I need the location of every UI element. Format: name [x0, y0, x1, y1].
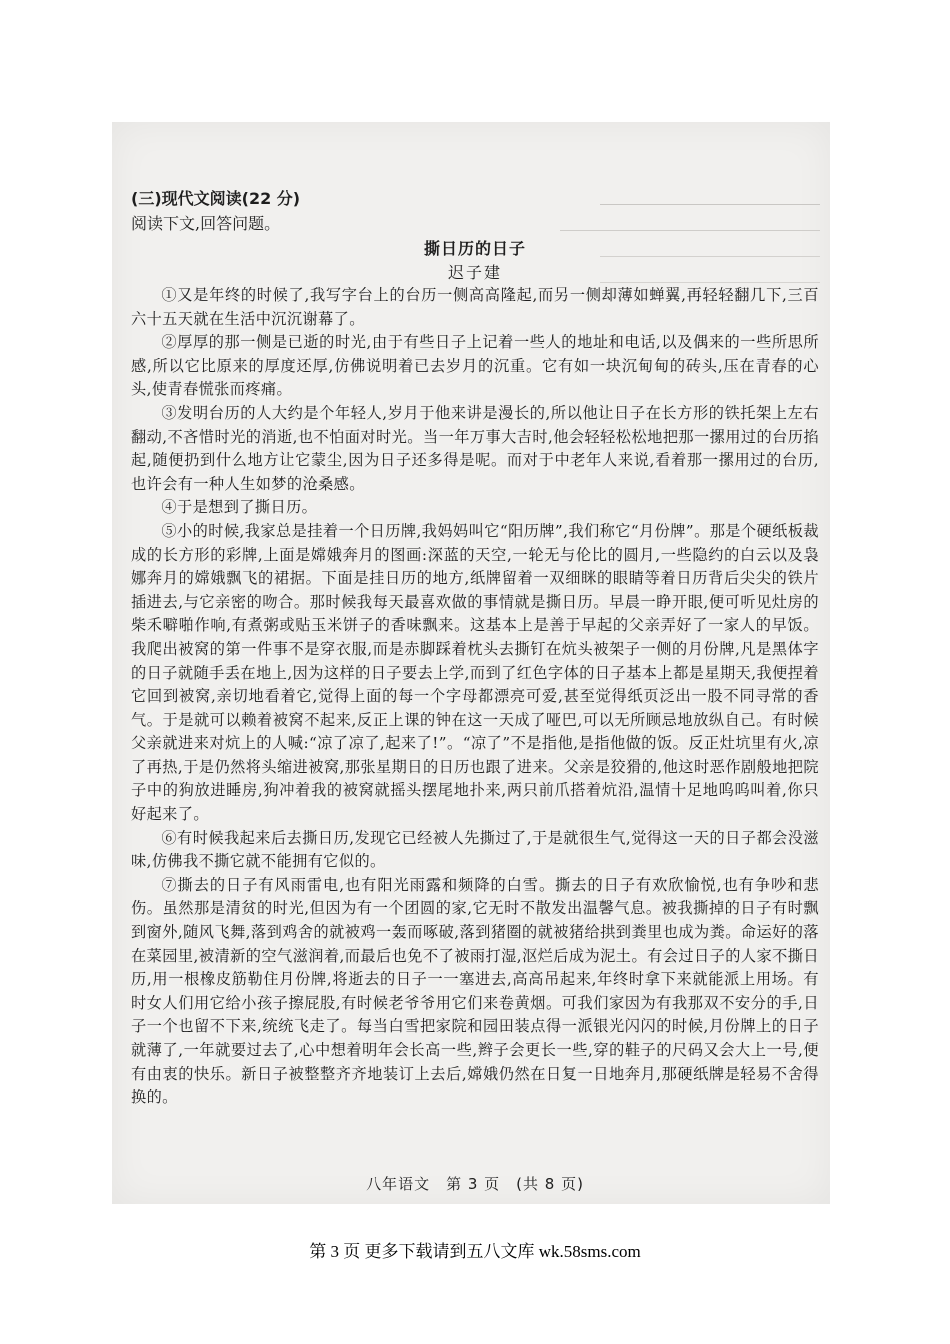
document-footer: 第 3 页 更多下载请到五八文库 wk.58sms.com	[309, 1242, 641, 1261]
paragraph-6: ⑥有时候我起来后去撕日历,发现它已经被人先撕过了,于是就很生气,觉得这一天的日子都会没滋味,仿佛我不撕它就不能拥有它似的。	[131, 828, 819, 871]
article-title: 撕日历的日子	[423, 239, 526, 258]
article-body	[131, 284, 819, 1110]
bleed-through-line	[600, 186, 820, 205]
exam-page-footer: 八年语文 第 3 页 (共 8 页)	[366, 1175, 584, 1193]
section-heading: (三)现代文阅读(22 分)	[131, 189, 301, 208]
paragraph-4: ④于是想到了撕日历。	[161, 498, 318, 517]
bleed-through-line	[560, 212, 820, 231]
reading-instruction: 阅读下文,回答问题。	[131, 214, 281, 233]
article-author: 迟子建	[447, 263, 502, 282]
paragraph-1: ①又是年终的时候了,我写字台上的台历一侧高高隆起,而另一侧却薄如蝉翼,再轻轻翻几下,三百六十五天就在生活中沉沉谢幕了。	[131, 286, 819, 328]
paragraph-5: ⑤小的时候,我家总是挂着一个日历牌,我妈妈叫它“阳历牌”,我们称它“月份牌”。那是个硬纸板裁成的长方形的彩牌,上面是嫦娥奔月的图画:深蓝的天空,一轮无与伦比的圆月,一些隐约的白云以及袅娜奔月的嫦娥飘飞的裙据。下面是挂日历的地方,纸牌留着一双细眯的眼睛等着日历背后尖尖的铁片插进去,与它亲密的吻合。那时候我每天最喜欢做的事情就是撕日历。早晨一睁开眼,便可听见灶房的柴禾噼啪作响,有煮粥或贴玉米饼子的香味飘来。这基本上是善于早起的父亲弄好了一家人的早饭。我爬出被窝的第一件事不是穿衣服,而是赤脚踩着枕头去撕钉在炕头被架子一侧的月份牌,凡是黑体字的日子就随手丢在地上,因为这样的日子要去上学,而到了红色字体的日子基本上都是星期天,我便捏着它回到被窝,亲切地看着它,觉得上面的每一个字母都漂亮可爱,甚至觉得纸页泛出一股不同寻常的香气。于是就可以赖着被窝不起来,反正上课的钟在这一天成了哑巴,可以无所顾忌地放纵自己。有时候父亲就进来对炕上的人喊:“凉了凉了,起来了!”。“凉了”不是指他,是指他做的饭。反正灶坑里有火,凉了再热,于是仍然将头缩进被窝,那张星期日的日历也跟了进来。父亲是狡猾的,他这时恶作剧般地把院子中的狗放进睡房,狗冲着我的被窝就摇头摆尾地扑来,两只前爪搭着炕沿,温情十足地呜呜叫着,你只好起来了。	[131, 521, 819, 824]
paragraph-7: ⑦撕去的日子有风雨雷电,也有阳光雨露和频降的白雪。撕去的日子有欢欣愉悦,也有争吵和悲伤。虽然那是清贫的时光,但因为有一个团圆的家,它无时不散发出温馨气息。被我撕掉的日子有时飘到窗外,随风飞舞,落到鸡舍的就被鸡一轰而啄破,落到猪圈的就被猪给拱到粪里也成为粪。命运好的落在菜园里,被清新的空气滋润着,而最后也免不了被雨打湿,沤烂后成为泥土。有会过日子的人家不撕日历,用一根橡皮筋勒住月份牌,将逝去的日子一一塞进去,高高吊起来,年终时拿下来就能派上用场。有时女人们用它给小孩子擦屁股,有时候老爷爷用它们来卷黄烟。可我们家因为有我那双不安分的手,日子一个也留不下来,统统飞走了。每当白雪把家院和园田装点得一派银光闪闪的时候,月份牌上的日子就薄了,一年就要过去了,心中想着明年会长高一些,辫子会更长一些,穿的鞋子的尺码又会大上一号,便有由衷的快乐。新日子被整整齐齐地装订上去后,嫦娥仍然在日复一日地奔月,那硬纸牌是轻易不舍得换的。	[131, 875, 819, 1107]
paragraph-3: ③发明台历的人大约是个年轻人,岁月于他来讲是漫长的,所以他让日子在长方形的铁托架上左右翻动,不吝惜时光的消逝,也不怕面对时光。当一年万事大吉时,他会轻轻松松地把那一摞用过的台历掐起,随便扔到什么地方让它蒙尘,因为日子还多得是呢。而对于中老年人来说,看着那一摞用过的台历,也许会有一种人生如梦的沧桑感。	[131, 403, 819, 493]
paragraph-2: ②厚厚的那一侧是已逝的时光,由于有些日子上记着一些人的地址和电话,以及偶来的一些所思所感,所以它比原来的厚度还厚,仿佛说明着已去岁月的沉重。它有如一块沉甸甸的砖头,压在青春的心头,使青春慌张而疼痛。	[131, 333, 819, 399]
